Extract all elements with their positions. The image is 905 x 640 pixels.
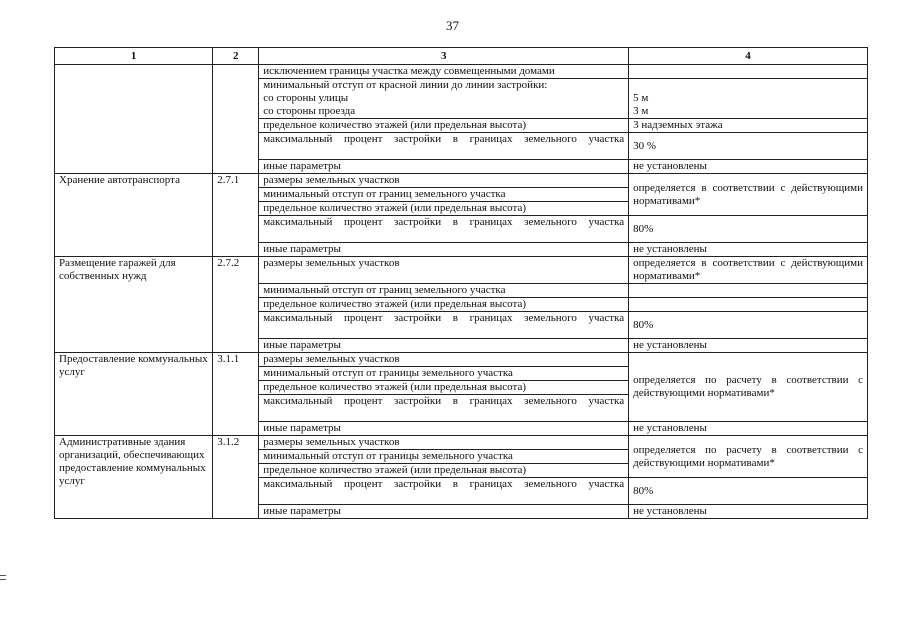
value-cell: 5 м 3 м [629, 79, 868, 119]
value-cell: определяется по расчету в соответствии с действующими нормативами* [629, 436, 868, 478]
value-cell [629, 284, 868, 298]
use-code-cell: 3.1.2 [213, 436, 259, 519]
parameter-cell: иные параметры [259, 243, 629, 257]
parameter-cell: максимальный процент застройки в границах земельного участка [259, 478, 629, 505]
table-row [55, 174, 868, 188]
parameter-cell: предельное количество этажей (или предельная высота) [259, 202, 629, 216]
parameter-cell: размеры земельных участков [259, 436, 629, 450]
value-cell: не установлены [629, 160, 868, 174]
parameter-cell: минимальный отступ от красной линии до линии застройки: со стороны улицы со стороны проезда [259, 79, 629, 119]
value-cell: 30 % [629, 133, 868, 160]
parameter-cell: максимальный процент застройки в границах земельного участка [259, 312, 629, 339]
use-type-cell: Размещение гаражей для собственных нужд [55, 257, 213, 353]
parameter-cell: иные параметры [259, 422, 629, 436]
value-cell: не установлены [629, 339, 868, 353]
parameter-cell: минимальный отступ от границы земельного участка [259, 450, 629, 464]
table-row [55, 257, 868, 284]
parameter-cell: предельное количество этажей (или предельная высота) [259, 119, 629, 133]
page-number: 37 [446, 18, 459, 33]
parameter-cell: предельное количество этажей (или предельная высота) [259, 464, 629, 478]
value-cell [629, 65, 868, 79]
parameter-cell: минимальный отступ от границ земельного участка [259, 284, 629, 298]
column-header-4: 4 [629, 48, 868, 65]
column-header-3: 3 [259, 48, 629, 65]
parameter-cell: размеры земельных участков [259, 257, 629, 284]
value-cell: не установлены [629, 505, 868, 519]
value-cell: не установлены [629, 243, 868, 257]
use-code-cell: 2.7.1 [213, 174, 259, 257]
parameter-cell: максимальный процент застройки в границах земельного участка [259, 133, 629, 160]
scan-edge-mark [0, 579, 6, 580]
table-row [55, 65, 868, 79]
use-type-cell: Предоставление коммунальных услуг [55, 353, 213, 436]
table-row [55, 436, 868, 450]
zoning-parameters-table [54, 47, 868, 519]
value-cell: 80% [629, 312, 868, 339]
value-cell: не установлены [629, 422, 868, 436]
use-code-cell [213, 65, 259, 174]
value-cell: определяется по расчету в соответствии с действующими нормативами* [629, 353, 868, 422]
table-header-row [55, 48, 868, 65]
parameter-cell: иные параметры [259, 160, 629, 174]
column-header-1: 1 [55, 48, 213, 65]
scan-edge-mark [0, 575, 6, 576]
value-cell [629, 298, 868, 312]
parameter-cell: иные параметры [259, 505, 629, 519]
parameter-cell: исключением границы участка между совмещенными домами [259, 65, 629, 79]
use-type-cell: Хранение автотранспорта [55, 174, 213, 257]
value-cell: определяется в соответствии с действующими нормативами* [629, 257, 868, 284]
parameter-cell: предельное количество этажей (или предельная высота) [259, 381, 629, 395]
parameter-cell: размеры земельных участков [259, 174, 629, 188]
parameter-cell: минимальный отступ от границ земельного участка [259, 188, 629, 202]
use-type-cell: Административные здания организаций, обеспечивающих предоставление коммунальных услуг [55, 436, 213, 519]
value-cell: 80% [629, 478, 868, 505]
value-cell: 3 надземных этажа [629, 119, 868, 133]
parameter-cell: максимальный процент застройки в границах земельного участка [259, 216, 629, 243]
parameter-cell: иные параметры [259, 339, 629, 353]
use-code-cell: 3.1.1 [213, 353, 259, 436]
value-cell: 80% [629, 216, 868, 243]
use-code-cell: 2.7.2 [213, 257, 259, 353]
parameter-cell: предельное количество этажей (или предельная высота) [259, 298, 629, 312]
value-cell: определяется в соответствии с действующими нормативами* [629, 174, 868, 216]
table-row [55, 353, 868, 367]
parameter-cell: размеры земельных участков [259, 353, 629, 367]
parameter-cell: минимальный отступ от границы земельного участка [259, 367, 629, 381]
use-type-cell [55, 65, 213, 174]
column-header-2: 2 [213, 48, 259, 65]
parameter-cell: максимальный процент застройки в границах земельного участка [259, 395, 629, 422]
